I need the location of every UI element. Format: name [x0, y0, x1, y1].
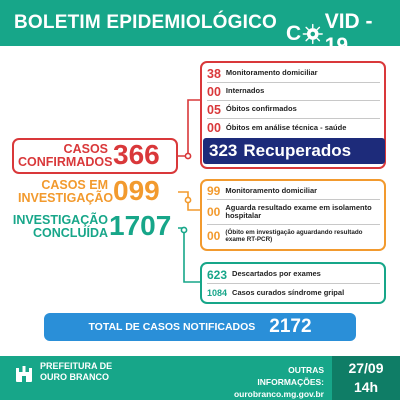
more-info [222, 364, 324, 400]
more-info-label: OUTRAS INFORMAÇÕES: [257, 365, 324, 387]
prefeitura-line1: PREFEITURA DE [40, 361, 113, 371]
detail-value: 00 [207, 121, 221, 135]
detail-value: 00 [207, 84, 221, 99]
detail-label: (Óbito em investigação aguardando resultado exame RT-PCR) [225, 229, 363, 243]
covid-logo [286, 10, 400, 58]
date-box [332, 356, 400, 400]
prefeitura-name [40, 361, 112, 383]
total-banner [44, 313, 356, 341]
virus-icon [302, 23, 324, 45]
detail-label: Descartados por exames [232, 269, 321, 279]
recuperados-label: Recuperados [243, 141, 352, 160]
concluida-label: INVESTIGAÇÃO CONCLUÍDA [12, 213, 108, 240]
detail-label: Monitoramento domiciliar [225, 185, 318, 195]
recuperados-banner [203, 138, 385, 164]
concluida-value: 1707 [109, 210, 172, 241]
website-link[interactable]: ourobranco.mg.gov.br [233, 389, 324, 399]
detail-value: 00 [207, 205, 221, 219]
list-item [207, 225, 380, 247]
confirmados-label: CASOS CONFIRMADOS [18, 142, 113, 169]
detail-label: Casos curados síndrome gripal [232, 287, 345, 297]
investigacao-details-box [200, 179, 386, 251]
list-item [207, 200, 380, 225]
detail-value: 00 [207, 229, 221, 243]
detail-label: Aguarda resultado exame em isolamento hospitalar [225, 202, 372, 220]
covid-logo-c: C [286, 22, 302, 45]
detail-value: 05 [207, 102, 221, 117]
report-date: 27/09 [348, 360, 384, 376]
list-item [207, 101, 380, 119]
list-item [207, 284, 380, 302]
detail-value: 99 [207, 184, 221, 198]
total-label: TOTAL DE CASOS NOTIFICADOS [88, 321, 256, 333]
list-item [207, 266, 380, 284]
list-item [207, 83, 380, 101]
investigacao-value: 099 [113, 175, 160, 206]
page-title: BOLETIM EPIDEMIOLÓGICO [14, 12, 278, 33]
city-crest-icon [13, 363, 35, 385]
detail-value: 1084 [207, 288, 228, 298]
detail-label: Monitoramento domiciliar [225, 68, 318, 78]
total-value: 2172 [269, 316, 312, 337]
prefeitura-line2: OURO BRANCO [40, 372, 109, 382]
covid-logo-rest: VID - 19 [324, 10, 373, 57]
detail-value: 623 [207, 267, 228, 282]
detail-label: Internados [225, 86, 265, 96]
confirmados-value: 366 [113, 139, 160, 170]
investigacao-label: CASOS EM INVESTIGAÇÃO [18, 178, 114, 205]
detail-label: Óbitos confirmados [225, 104, 297, 114]
detail-value: 38 [207, 66, 221, 81]
list-item [207, 119, 380, 137]
list-item [207, 65, 380, 83]
report-hour: 14h [353, 379, 379, 395]
detail-label: Óbitos em análise técnica - saúde [225, 122, 347, 132]
concluida-details-box [200, 262, 386, 304]
list-item [207, 183, 380, 200]
recuperados-value: 323 [209, 141, 238, 160]
